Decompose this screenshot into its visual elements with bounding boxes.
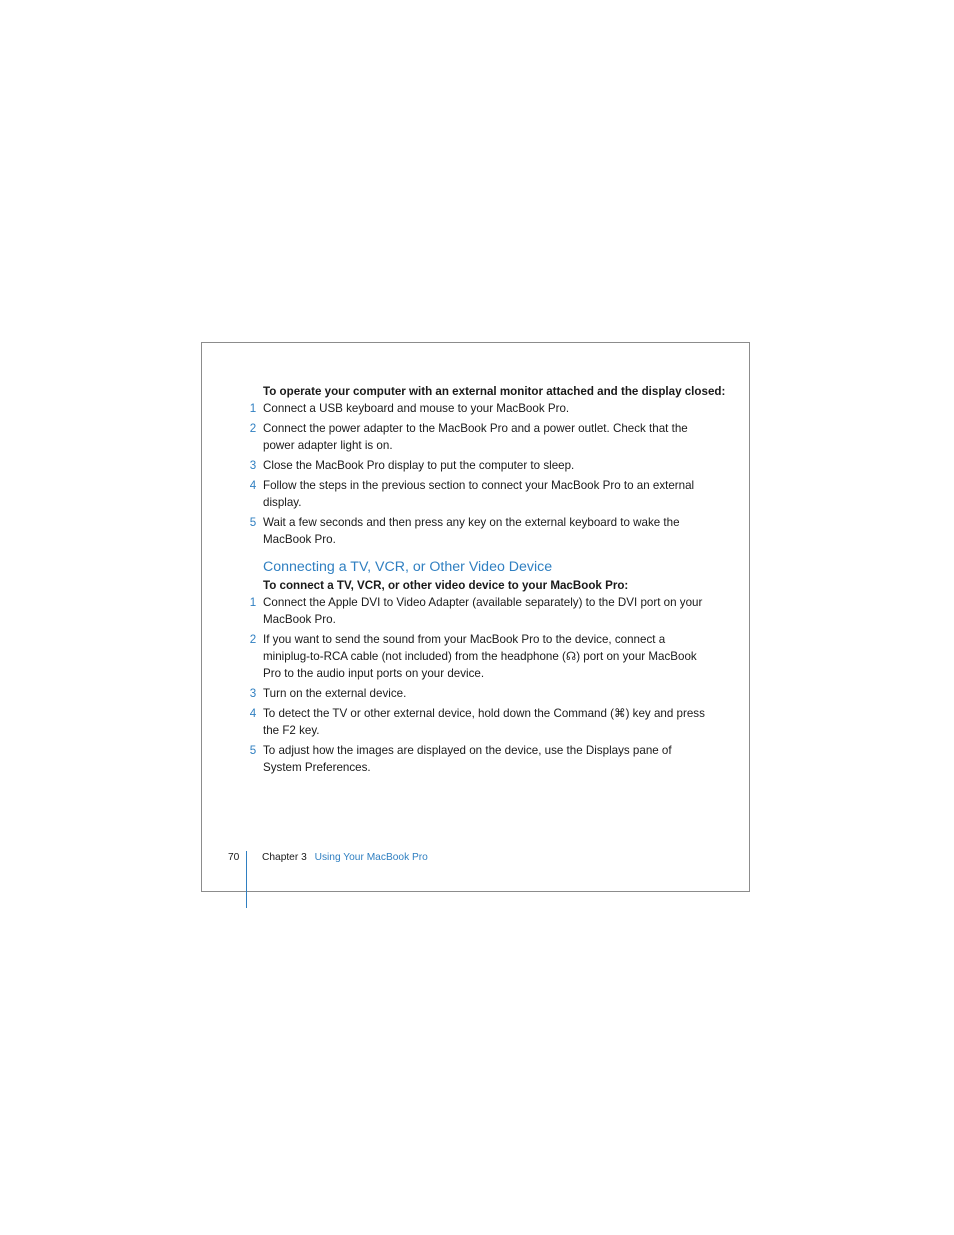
list-item xyxy=(241,457,711,474)
step-number: 2 xyxy=(249,633,257,646)
step-text: Connect a USB keyboard and mouse to your MacBook Pro. xyxy=(263,402,570,415)
list-item xyxy=(241,685,711,702)
chapter-label xyxy=(262,850,428,866)
list-item xyxy=(241,594,711,628)
section2-steps xyxy=(241,594,711,776)
list-item xyxy=(241,705,711,739)
section2-lead: To connect a TV, VCR, or other video device to your MacBook Pro: xyxy=(263,579,629,592)
list-item xyxy=(241,477,711,511)
step-text: Follow the steps in the previous section to connect your MacBook Pro to an external display. xyxy=(263,479,695,509)
page-footer xyxy=(201,850,750,866)
step-number: 1 xyxy=(249,402,257,415)
page-number: 70 xyxy=(228,852,240,863)
section1-lead: To operate your computer with an external monitor attached and the display closed: xyxy=(263,385,726,398)
step-text: Connect the Apple DVI to Video Adapter (available separately) to the DVI port on your MacBook Pro. xyxy=(263,596,703,626)
list-item xyxy=(241,631,711,682)
step-text: Close the MacBook Pro display to put the computer to sleep. xyxy=(263,459,575,472)
step-text: Connect the power adapter to the MacBook Pro and a power outlet. Check that the power adapter light is on. xyxy=(263,422,688,452)
step-number: 3 xyxy=(249,687,257,700)
step-text: To adjust how the images are displayed on the device, use the Displays pane of System Preferences. xyxy=(263,744,672,774)
step-number: 5 xyxy=(249,516,257,529)
step-number: 2 xyxy=(249,422,257,435)
list-item xyxy=(241,420,711,454)
step-text: If you want to send the sound from your MacBook Pro to the device, connect a miniplug-to-RCA cable (not included) from the headphone (☊) port on your MacBook Pro to the audio input ports on your device. xyxy=(263,633,697,680)
step-text: Turn on the external device. xyxy=(263,687,407,700)
step-number: 4 xyxy=(249,479,257,492)
chapter-number: Chapter 3 xyxy=(262,852,307,863)
page-content xyxy=(241,383,726,776)
section-heading: Connecting a TV, VCR, or Other Video Device xyxy=(263,559,553,575)
list-item xyxy=(241,742,711,776)
list-item xyxy=(241,400,711,417)
step-number: 4 xyxy=(249,707,257,720)
step-number: 5 xyxy=(249,744,257,757)
step-number: 3 xyxy=(249,459,257,472)
chapter-title: Using Your MacBook Pro xyxy=(314,852,428,863)
step-text: To detect the TV or other external device, hold down the Command (⌘) key and press the F2 key. xyxy=(263,707,705,737)
section1-steps xyxy=(241,400,711,548)
list-item xyxy=(241,514,711,548)
step-number: 1 xyxy=(249,596,257,609)
step-text: Wait a few seconds and then press any key on the external keyboard to wake the MacBook Pro. xyxy=(263,516,680,546)
footer-divider xyxy=(246,851,247,908)
